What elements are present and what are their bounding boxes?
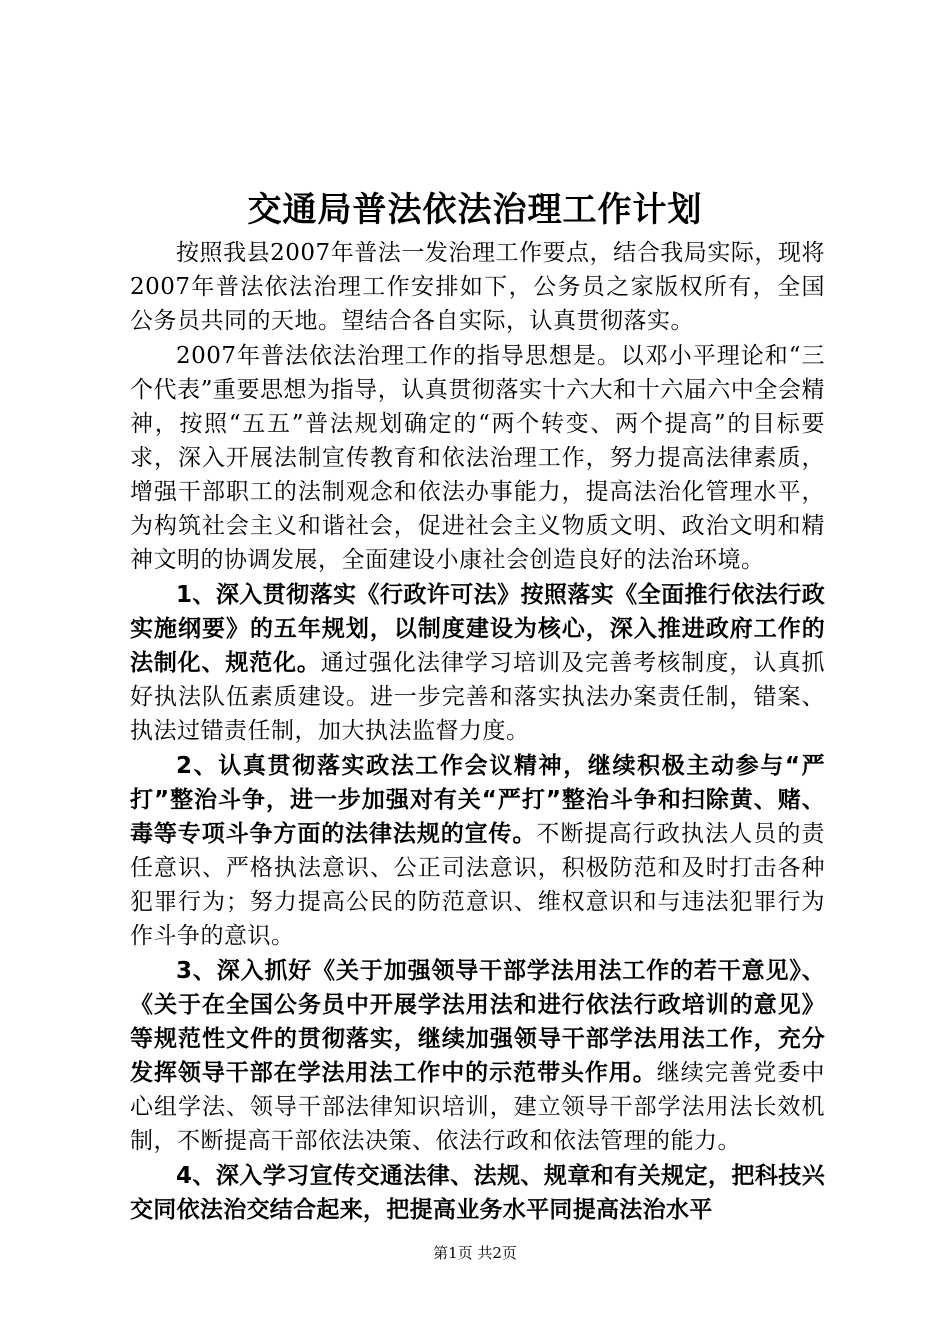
paragraph-item-4 <box>130 1159 825 1227</box>
paragraph-text: 不断提高行政执法人员的责任意识、严格执法意识、公正司法意识，积极防范和及时打击各种犯罪行为；努力提高公民的防范意识、维权意识和与违法犯罪行为作斗争的意识。 <box>130 821 825 949</box>
paragraph-lead: 1、深入贯彻落实《行政许可法》按照落实《全面推行依法行政实施纲要》的五年规划，以制度建设为核心，深入推进政府工作的法制化、规范化。 <box>130 582 825 676</box>
paragraph-text: 按照我县2007年普法一发治理工作要点，结合我局实际，现将2007年普法依法治理工作安排如下，公务员之家版权所有，全国公务员共同的天地。望结合各自实际，认真贯彻落实。 <box>130 240 825 334</box>
paragraph-item-1 <box>130 578 825 748</box>
paragraph-guiding-thought <box>130 339 825 577</box>
paragraph-lead: 3、深入抓好《关于加强领导干部学法用法工作的若干意见》、《关于在全国公务员中开展学法用法和进行依法行政培训的意见》等规范性文件的贯彻落实，继续加强领导干部学法用法工作，充分发挥领导干部在学法用法工作中的示范带头作用。 <box>130 958 825 1086</box>
paragraph-text: 2007年普法依法治理工作的指导思想是。以邓小平理论和“三个代表”重要思想为指导，认真贯彻落实十六大和十六届六中全会精神，按照“五五”普法规划确定的“两个转变、两个提高”的目标要求，深入开展法制宣传教育和依法治理工作，努力提高法律素质，增强干部职工的法制观念和依法办事能力，提高法治化管理水平，为构筑社会主义和谐社会，促进社会主义物质文明、政治文明和精神文明的协调发展，全面建设小康社会创造良好的法治环境。 <box>130 343 825 573</box>
paragraph-lead: 2、认真贯彻落实政法工作会议精神，继续积极主动参与“严打”整治斗争，进一步加强对有关“严打”整治斗争和扫除黄、赌、毒等专项斗争方面的法律法规的宣传。 <box>130 753 825 847</box>
paragraph-item-3 <box>130 954 825 1158</box>
paragraph-lead: 4、深入学习宣传交通法律、法规、规章和有关规定，把科技兴交同依法治交结合起来，把提高业务水平同提高法治水平 <box>130 1163 825 1223</box>
page-title: 交通局普法依法治理工作计划 <box>247 190 703 230</box>
paragraph-text: 继续完善党委中心组学法、领导干部法律知识培训，建立领导干部学法用法长效机制，不断提高干部依法决策、依法行政和依法管理的能力。 <box>130 1060 826 1154</box>
page-footer: 第1页 共2页 <box>433 1244 517 1262</box>
paragraph-item-2 <box>130 749 825 953</box>
paragraph-intro <box>130 236 825 338</box>
paragraph-text: 通过强化法律学习培训及完善考核制度，认真抓好执法队伍素质建设。进一步完善和落实执法办案责任制，错案、执法过错责任制，加大执法监督力度。 <box>130 650 825 744</box>
document-body <box>130 236 825 1228</box>
